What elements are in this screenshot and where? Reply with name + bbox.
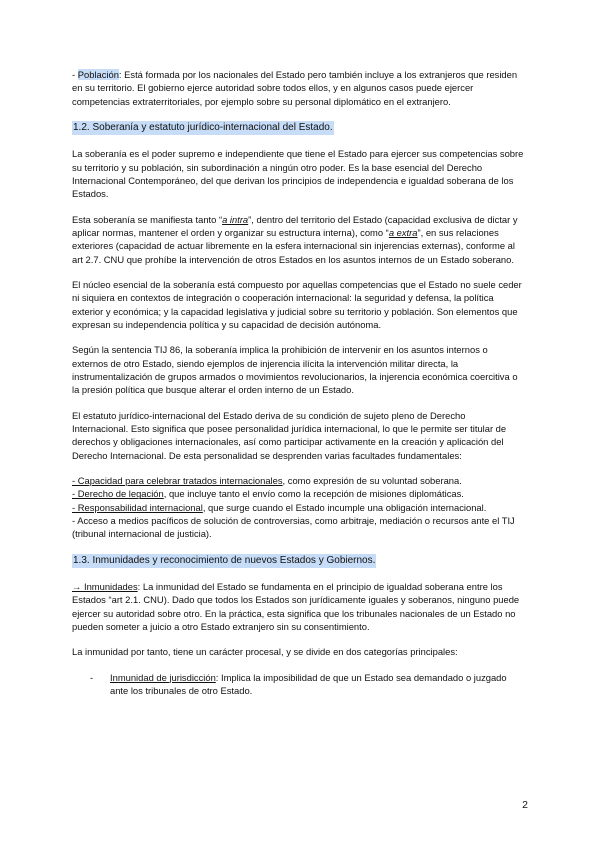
paragraph-inmunidad-categorias: La inmunidad por tanto, tiene un carácter procesal, y se divide en dos categorías principales: — [72, 646, 458, 658]
paragraph-text: : Está formada por los nacionales del Estado pero también incluye a los extranjeros que residen en su territorio. El gobierno ejerce autoridad sobre todos ellos, y en algunos casos puede ejercer competencias extraterritoriales, por ejemplo sobre su personal diplomático en el extranjero. — [72, 69, 518, 107]
paragraph-estatuto-juridico: El estatuto jurídico-internacional del Estado deriva de su condición de sujeto pleno de Derecho Internacional. Esto significa que posee personalidad jurídica internacional, lo que le permite ser titular de derechos y obligaciones internacionales, así como participar activamente en la creación y aplicación del Derecho Internacional. De esta personalidad se desprenden varias facultades fundamentales: — [72, 409, 507, 461]
term-inmunidad-jurisdiccion: Inmunidad de jurisdicción — [110, 671, 216, 683]
bullet-dash: - — [72, 69, 78, 80]
paragraph-poblacion — [72, 68, 524, 108]
document-page — [72, 68, 524, 697]
term-inmunidades: → Inmunidades — [72, 581, 138, 592]
paragraph-nucleo-soberania: El núcleo esencial de la soberanía está compuesto por aquellas competencias que el Estado no suele ceder ni siquiera en contextos de integración o cooperación internacional: la seguridad y defensa, la política exterior y económica; y la capacidad legislativa y judicial sobre su territorio y población. Son elementos que expresan su independencia política y su capacidad de decisión autónoma. — [72, 278, 522, 330]
bullet-dash: - — [90, 671, 94, 683]
term-a-extra: a extra — [388, 226, 418, 238]
list-item: - Acceso a medios pacíficos de solución de controversias, como arbitraje, mediación o recursos ante el TIJ (tribunal internacional de justicia). — [72, 515, 515, 540]
list-item: - Responsabilidad internacional, que surge cuando el Estado incumple una obligación internacional. — [72, 501, 487, 513]
paragraph-soberania-manifestacion: Esta soberanía se manifiesta tanto “a intra”, dentro del territorio del Estado (capacidad exclusiva de dictar y aplicar normas, mantener el orden y organizar su estructura interna), como “a extra”, en sus relaciones exteriores (capacidad de actuar libremente en la esfera internacional sin injerencias externas), conforme al art 2.7. CNU que prohíbe la intervención de otros Estados en los asuntos internos de un Estado soberano. — [72, 213, 518, 265]
section-heading-1-3: 1.3. Inmunidades y reconocimiento de nuevos Estados y Gobiernos. — [72, 554, 376, 568]
page-number: 2 — [522, 799, 528, 811]
faculties-list — [72, 474, 524, 541]
paragraph-soberania-definicion: La soberanía es el poder supremo e independiente que tiene el Estado para ejercer sus competencias sobre su territorio y su población, sin subordinación a ningún otro poder. Es la base esencial del Derecho Internacional Contemporáneo, del que derivan los principios de independencia e igualdad soberana de los Estados. — [72, 148, 524, 200]
term-a-intra: a intra — [222, 213, 249, 225]
term-poblacion: Población — [77, 69, 119, 80]
paragraph-inmunidades: → Inmunidades: La inmunidad del Estado se fundamenta en el principio de igualdad soberana entre los Estados “art 2.1. CNU). Dado que todos los Estados son jurídicamente iguales y soberanos, ninguno puede ejercer su autoridad sobre otro. En la práctica, esta significa que los tribunales nacionales de un Estado no pueden someter a juicio a otro Estado extranjero sin su consentimiento. — [72, 581, 520, 633]
list-item: - Capacidad para celebrar tratados internacionales, como expresión de su voluntad soberana. — [72, 475, 462, 487]
list-item: - Derecho de legación, que incluye tanto el envío como la recepción de misiones diplomáticas. — [72, 488, 464, 500]
paragraph-sentencia-tij: Según la sentencia TIJ 86, la soberanía implica la prohibición de intervenir en los asuntos internos o externos de otro Estado, siendo ejemplos de injerencia ilícita la intervención militar directa, la instrumentalización de grupos armados o movimientos revolucionarios, la injerencia económica coercitiva o la presión política que busque alterar el orden interno de un Estado. — [72, 344, 518, 396]
sub-list-item: - Inmunidad de jurisdicción: Implica la imposibilidad de que un Estado sea demandado o juzgado ante los tribunales de otro Estado. — [90, 671, 507, 697]
section-heading-1-2: 1.2. Soberanía y estatuto jurídico-internacional del Estado. — [72, 121, 334, 135]
